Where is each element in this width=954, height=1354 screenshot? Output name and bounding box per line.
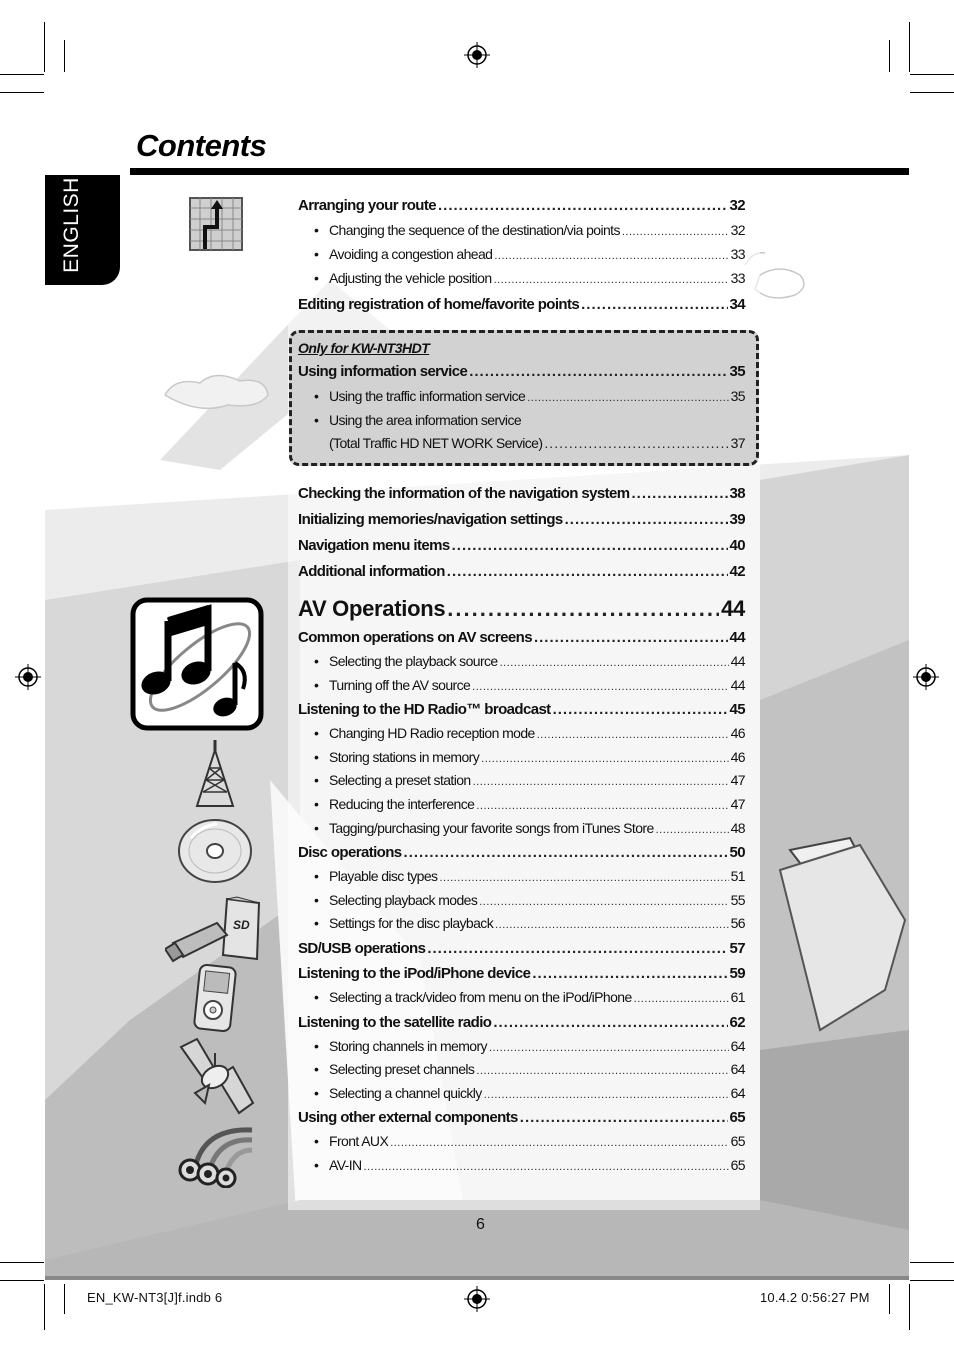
toc-entry[interactable]: Listening to the iPod/iPhone device ..... 59 <box>298 961 745 986</box>
registration-mark-icon <box>913 664 939 690</box>
crop-mark <box>44 1284 45 1330</box>
toc-subentry[interactable]: • Using the area information service <box>314 412 522 428</box>
music-notes-icon <box>130 597 264 731</box>
crop-mark <box>0 74 44 75</box>
route-icon <box>189 197 243 251</box>
crop-mark <box>0 92 44 93</box>
crop-mark <box>0 1280 44 1281</box>
footer-timestamp: 10.4.2 0:56:27 PM <box>760 1290 870 1305</box>
toc-subentry[interactable]: • Tagging/purchasing your favorite songs from iTunes Store ..... 48 <box>298 817 745 841</box>
crop-mark <box>64 40 65 72</box>
toc-entry[interactable]: Listening to the satellite radio ..... 62 <box>298 1010 745 1035</box>
toc-group-model-specific <box>298 336 745 455</box>
toc-entry[interactable]: SD/USB operations ..... 57 <box>298 936 745 961</box>
toc-group-system <box>298 481 745 585</box>
toc-entry[interactable]: Additional information ..... 42 <box>298 559 745 585</box>
registration-mark-icon <box>464 42 490 68</box>
disc-icon <box>177 818 253 884</box>
toc-subentry[interactable]: • Selecting a track/video from menu on the iPod/iPhone ..... 61 <box>298 986 745 1010</box>
crop-mark <box>910 1262 954 1263</box>
toc-subentry-continued[interactable]: (Total Traffic HD NET WORK Service) ..... 37 <box>298 432 745 455</box>
section-heading[interactable]: AV Operations ..... 44 <box>298 593 745 625</box>
crop-mark <box>889 40 890 72</box>
toc-entry[interactable]: Arranging your route ..... 32 <box>298 194 745 218</box>
footer-file-info: EN_KW-NT3[J]f.indb 6 <box>87 1290 223 1305</box>
toc-subentry[interactable]: • Selecting a preset station ..... 47 <box>298 769 745 793</box>
toc-entry[interactable]: Navigation menu items ..... 40 <box>298 533 745 559</box>
toc-group-av <box>298 625 745 1178</box>
crop-mark <box>44 22 45 72</box>
toc-entry[interactable]: Disc operations ..... 50 <box>298 840 745 865</box>
language-tab-label: ENGLISH <box>60 177 83 273</box>
page-title: Contents <box>136 128 267 163</box>
toc-subentry[interactable]: • Selecting playback modes ..... 55 <box>298 889 745 913</box>
model-note: Only for KW-NT3HDT <box>298 340 430 356</box>
toc-entry[interactable]: Editing registration of home/favorite points ..... 34 <box>298 293 745 317</box>
toc-subentry[interactable]: • AV-IN ..... 65 <box>298 1154 745 1178</box>
toc-subentry[interactable]: • Changing HD Radio reception mode ..... 46 <box>298 722 745 746</box>
crop-mark <box>889 1284 890 1314</box>
ipod-icon <box>193 964 237 1032</box>
toc-subentry[interactable]: • Front AUX ..... 65 <box>298 1130 745 1154</box>
toc-entry[interactable]: Using other external components ..... 65 <box>298 1105 745 1130</box>
title-rule <box>130 168 909 175</box>
crop-mark <box>909 22 910 72</box>
toc-subentry[interactable]: • Turning off the AV source ..... 44 <box>298 674 745 698</box>
toc-subentry[interactable]: • Avoiding a congestion ahead ..... 33 <box>298 242 745 266</box>
crop-mark <box>910 74 954 75</box>
svg-text:SD: SD <box>233 918 250 932</box>
toc-subentry[interactable]: • Changing the sequence of the destination/via points ..... 32 <box>298 218 745 242</box>
toc-subentry[interactable]: • Settings for the disc playback ..... 56 <box>298 912 745 936</box>
toc-entry[interactable]: Common operations on AV screens ..... 44 <box>298 625 745 650</box>
toc-entry[interactable]: Checking the information of the navigation system ..... 38 <box>298 481 745 507</box>
toc-subentry[interactable]: • Selecting preset channels ..... 64 <box>298 1058 745 1082</box>
toc-subentry[interactable]: • Storing channels in memory ..... 64 <box>298 1035 745 1059</box>
registration-mark-icon <box>464 1286 490 1312</box>
page-number: 6 <box>476 1216 485 1233</box>
satellite-icon <box>175 1037 257 1119</box>
toc-entry[interactable]: Listening to the HD Radio™ broadcast ..... 45 <box>298 697 745 722</box>
toc-subentry[interactable]: • Reducing the interference ..... 47 <box>298 793 745 817</box>
crop-mark <box>0 1262 44 1263</box>
toc-entry[interactable]: Using information service ..... 35 <box>298 360 745 384</box>
crop-mark <box>64 1284 65 1314</box>
toc-subentry[interactable]: • Playable disc types ..... 51 <box>298 865 745 889</box>
crop-mark <box>909 1284 910 1330</box>
registration-mark-icon <box>15 664 41 690</box>
av-cable-icon <box>176 1124 256 1188</box>
toc-subentry[interactable]: • Adjusting the vehicle position ..... 33 <box>298 266 745 290</box>
toc-group-navigation <box>298 194 745 317</box>
toc-entry[interactable]: Initializing memories/navigation settings ..... 39 <box>298 507 745 533</box>
toc-subentry[interactable]: • Selecting the playback source ..... 44 <box>298 650 745 674</box>
toc-subentry[interactable]: • Storing stations in memory ..... 46 <box>298 746 745 770</box>
usb-sd-icon <box>165 895 265 963</box>
toc-subentry[interactable]: • Using the traffic information service ..... 35 <box>298 384 745 408</box>
crop-mark <box>910 1280 954 1281</box>
toc-section-av <box>298 593 745 625</box>
toc-subentry[interactable]: • Selecting a channel quickly ..... 64 <box>298 1082 745 1106</box>
crop-mark <box>910 92 954 93</box>
radio-tower-icon <box>193 738 237 810</box>
